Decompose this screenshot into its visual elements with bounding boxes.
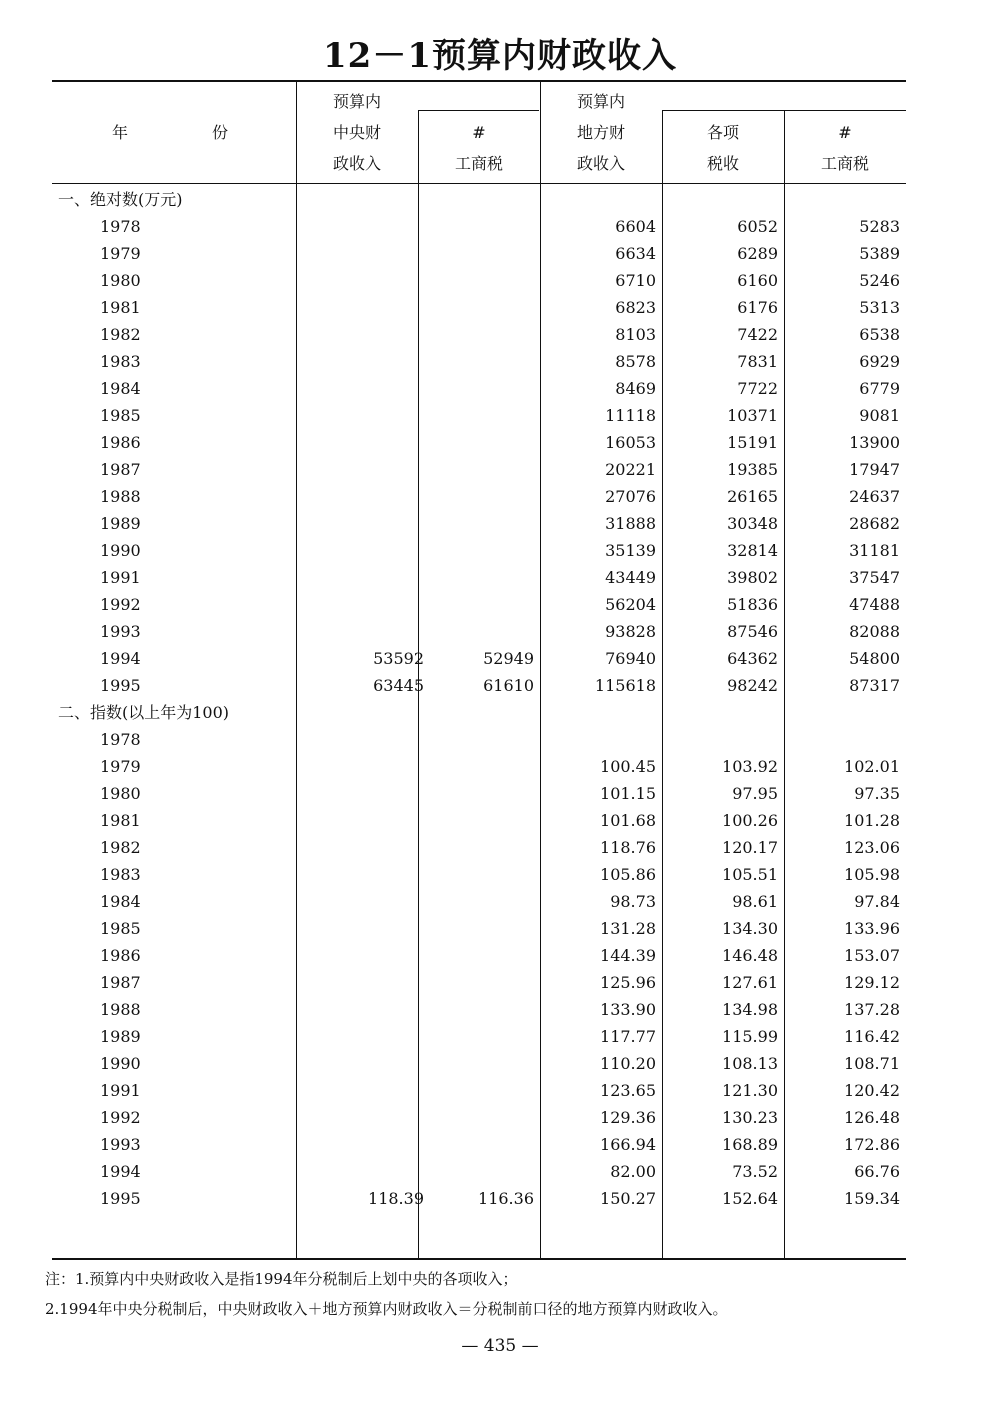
cell-local: 129.36 (600, 1108, 656, 1127)
cell-tax: 115.99 (722, 1027, 778, 1046)
cell-local-tax: 5283 (859, 217, 900, 236)
cell-year: 1992 (100, 595, 141, 614)
cell-local: 150.27 (600, 1189, 656, 1208)
cell-local: 6823 (615, 298, 656, 317)
cell-tax: 73.52 (732, 1162, 778, 1181)
header-bottom-rule (52, 183, 906, 184)
cell-year: 1981 (100, 811, 141, 830)
cell-year: 1980 (100, 784, 141, 803)
cell-local-tax: 129.12 (844, 973, 900, 992)
cell-tax: 152.64 (722, 1189, 778, 1208)
cell-year: 1994 (100, 1162, 141, 1181)
cell-year: 1991 (100, 1081, 141, 1100)
table-row (52, 861, 906, 888)
cell-central: 63445 (373, 676, 424, 695)
section-label (52, 699, 906, 726)
table-row (52, 834, 906, 861)
cell-year: 1994 (100, 649, 141, 668)
table-row (52, 618, 906, 645)
table-row (52, 672, 906, 699)
cell-local: 144.39 (600, 946, 656, 965)
cell-year: 1985 (100, 406, 141, 425)
cell-central-tax: 116.36 (478, 1189, 534, 1208)
cell-local-tax: 133.96 (844, 919, 900, 938)
cell-year: 1984 (100, 892, 141, 911)
cell-year: 1995 (100, 676, 141, 695)
cell-year: 1986 (100, 946, 141, 965)
header-year-char: 年 (111, 123, 128, 142)
cell-local: 110.20 (600, 1054, 656, 1073)
cell-local-tax: 17947 (849, 460, 900, 479)
section-label (52, 186, 906, 213)
cell-local-tax: 123.06 (844, 838, 900, 857)
cell-local-tax: 6779 (859, 379, 900, 398)
cell-year: 1981 (100, 298, 141, 317)
table-row (52, 375, 906, 402)
cell-local: 133.90 (600, 1000, 656, 1019)
table-row (52, 1131, 906, 1158)
section-label-text: 一、绝对数(万元) (58, 190, 183, 209)
note-2: 2.1994年中央分税制后，中央财政收入＋地方预算内财政收入＝分税制前口径的地方预算内财政收入。 (45, 1300, 728, 1318)
table-row (52, 969, 906, 996)
cell-tax: 6052 (737, 217, 778, 236)
cell-year: 1983 (100, 352, 141, 371)
cell-local: 6710 (615, 271, 656, 290)
cell-tax: 51836 (727, 595, 778, 614)
section-label-text: 二、指数(以上年为100) (58, 703, 230, 722)
table-row (52, 1158, 906, 1185)
cell-local: 27076 (605, 487, 656, 506)
cell-local: 76940 (605, 649, 656, 668)
cell-tax: 168.89 (722, 1135, 778, 1154)
cell-local-tax: 13900 (849, 433, 900, 452)
cell-local-tax: 97.35 (854, 784, 900, 803)
cell-year: 1984 (100, 379, 141, 398)
cell-local: 16053 (605, 433, 656, 452)
cell-local-tax: 105.98 (844, 865, 900, 884)
cell-year: 1993 (100, 1135, 141, 1154)
cell-tax: 134.98 (722, 1000, 778, 1019)
table-row (52, 1104, 906, 1131)
table-row (52, 1185, 906, 1212)
table-row (52, 1077, 906, 1104)
cell-year: 1987 (100, 460, 141, 479)
cell-local: 123.65 (600, 1081, 656, 1100)
cell-central-tax: 61610 (483, 676, 534, 695)
cell-local: 6634 (615, 244, 656, 263)
note-1: 注：1.预算内中央财政收入是指1994年分税制后上划中央的各项收入； (45, 1270, 518, 1288)
table-row (52, 294, 906, 321)
cell-local-tax: 97.84 (854, 892, 900, 911)
cell-local: 101.68 (600, 811, 656, 830)
cell-tax: 98242 (727, 676, 778, 695)
page-number: — 435 — (461, 1336, 539, 1356)
cell-local-tax: 172.86 (844, 1135, 900, 1154)
cell-local-tax: 6538 (859, 325, 900, 344)
cell-tax: 6176 (737, 298, 778, 317)
cell-local-tax: 108.71 (844, 1054, 900, 1073)
cell-tax: 127.61 (722, 973, 778, 992)
cell-year: 1983 (100, 865, 141, 884)
table-row (52, 753, 906, 780)
table-row (52, 348, 906, 375)
table-row (52, 807, 906, 834)
table-row (52, 888, 906, 915)
cell-local-tax: 5313 (859, 298, 900, 317)
cell-local-tax: 87317 (849, 676, 900, 695)
cell-tax: 19385 (727, 460, 778, 479)
table-row (52, 915, 906, 942)
table-row (52, 483, 906, 510)
cell-local-tax: 24637 (849, 487, 900, 506)
header-subrule-central (418, 110, 539, 111)
cell-local-tax: 82088 (849, 622, 900, 641)
cell-year: 1979 (100, 757, 141, 776)
cell-tax: 7722 (737, 379, 778, 398)
page-title: 12－1预算内财政收入 (323, 36, 677, 76)
cell-tax: 120.17 (722, 838, 778, 857)
header-year-char: 份 (211, 123, 228, 142)
cell-tax: 105.51 (722, 865, 778, 884)
cell-tax: 97.95 (732, 784, 778, 803)
table-row (52, 402, 906, 429)
cell-year: 1992 (100, 1108, 141, 1127)
table-row (52, 942, 906, 969)
cell-tax: 32814 (727, 541, 778, 560)
table-row (52, 267, 906, 294)
cell-local: 100.45 (600, 757, 656, 776)
cell-year: 1989 (100, 514, 141, 533)
cell-year: 1988 (100, 1000, 141, 1019)
cell-tax: 130.23 (722, 1108, 778, 1127)
cell-year: 1990 (100, 541, 141, 560)
cell-tax: 7422 (737, 325, 778, 344)
cell-tax: 121.30 (722, 1081, 778, 1100)
cell-local: 131.28 (600, 919, 656, 938)
cell-local-tax: 66.76 (854, 1162, 900, 1181)
cell-local: 56204 (605, 595, 656, 614)
cell-local-tax: 102.01 (844, 757, 900, 776)
table-row (52, 510, 906, 537)
cell-local-tax: 28682 (849, 514, 900, 533)
cell-local-tax: 120.42 (844, 1081, 900, 1100)
cell-local-tax: 54800 (849, 649, 900, 668)
cell-local: 11118 (605, 406, 656, 425)
table-row (52, 564, 906, 591)
cell-local: 125.96 (600, 973, 656, 992)
cell-year: 1978 (100, 730, 141, 749)
cell-tax: 30348 (727, 514, 778, 533)
table-top-rule (52, 80, 906, 82)
cell-tax: 103.92 (722, 757, 778, 776)
cell-local-tax: 9081 (859, 406, 900, 425)
cell-year: 1986 (100, 433, 141, 452)
cell-year: 1995 (100, 1189, 141, 1208)
cell-local-tax: 153.07 (844, 946, 900, 965)
cell-year: 1990 (100, 1054, 141, 1073)
cell-central: 53592 (373, 649, 424, 668)
cell-tax: 98.61 (732, 892, 778, 911)
cell-local: 118.76 (600, 838, 656, 857)
cell-local: 98.73 (610, 892, 656, 911)
table-row (52, 456, 906, 483)
cell-tax: 6160 (737, 271, 778, 290)
cell-local: 8103 (615, 325, 656, 344)
cell-central: 118.39 (368, 1189, 424, 1208)
cell-year: 1979 (100, 244, 141, 263)
cell-local: 43449 (605, 568, 656, 587)
cell-tax: 146.48 (722, 946, 778, 965)
cell-tax: 39802 (727, 568, 778, 587)
table-row (52, 726, 906, 753)
cell-tax: 134.30 (722, 919, 778, 938)
cell-local: 20221 (605, 460, 656, 479)
cell-year: 1985 (100, 919, 141, 938)
cell-year: 1987 (100, 973, 141, 992)
cell-tax: 7831 (737, 352, 778, 371)
cell-local-tax: 101.28 (844, 811, 900, 830)
cell-tax: 10371 (727, 406, 778, 425)
table-bottom-rule (52, 1258, 906, 1260)
table-row (52, 645, 906, 672)
cell-local-tax: 137.28 (844, 1000, 900, 1019)
cell-local: 115618 (594, 676, 656, 695)
cell-local-tax: 31181 (849, 541, 900, 560)
cell-local: 35139 (605, 541, 656, 560)
cell-year: 1991 (100, 568, 141, 587)
cell-year: 1989 (100, 1027, 141, 1046)
cell-local-tax: 5389 (859, 244, 900, 263)
cell-local: 166.94 (600, 1135, 656, 1154)
cell-year: 1993 (100, 622, 141, 641)
cell-local-tax: 159.34 (844, 1189, 900, 1208)
cell-local: 8578 (615, 352, 656, 371)
cell-local: 82.00 (610, 1162, 656, 1181)
cell-local: 31888 (605, 514, 656, 533)
cell-year: 1988 (100, 487, 141, 506)
cell-local-tax: 5246 (859, 271, 900, 290)
cell-local-tax: 47488 (849, 595, 900, 614)
cell-tax: 26165 (727, 487, 778, 506)
table-row (52, 780, 906, 807)
table-row (52, 537, 906, 564)
table-row (52, 213, 906, 240)
cell-year: 1982 (100, 838, 141, 857)
cell-local: 101.15 (600, 784, 656, 803)
cell-local: 6604 (615, 217, 656, 236)
cell-year: 1982 (100, 325, 141, 344)
table-row (52, 1023, 906, 1050)
cell-year: 1980 (100, 271, 141, 290)
table-row (52, 591, 906, 618)
cell-tax: 108.13 (722, 1054, 778, 1073)
cell-local: 93828 (605, 622, 656, 641)
cell-year: 1978 (100, 217, 141, 236)
cell-local: 117.77 (600, 1027, 656, 1046)
cell-tax: 100.26 (722, 811, 778, 830)
cell-local: 8469 (615, 379, 656, 398)
cell-tax: 6289 (737, 244, 778, 263)
table-row (52, 996, 906, 1023)
table-row (52, 1050, 906, 1077)
cell-local-tax: 6929 (859, 352, 900, 371)
table-row (52, 240, 906, 267)
cell-tax: 87546 (727, 622, 778, 641)
cell-local-tax: 116.42 (844, 1027, 900, 1046)
cell-local: 105.86 (600, 865, 656, 884)
cell-central-tax: 52949 (483, 649, 534, 668)
cell-tax: 15191 (727, 433, 778, 452)
cell-local-tax: 126.48 (844, 1108, 900, 1127)
cell-local-tax: 37547 (849, 568, 900, 587)
table-row (52, 321, 906, 348)
cell-tax: 64362 (727, 649, 778, 668)
table-row (52, 429, 906, 456)
